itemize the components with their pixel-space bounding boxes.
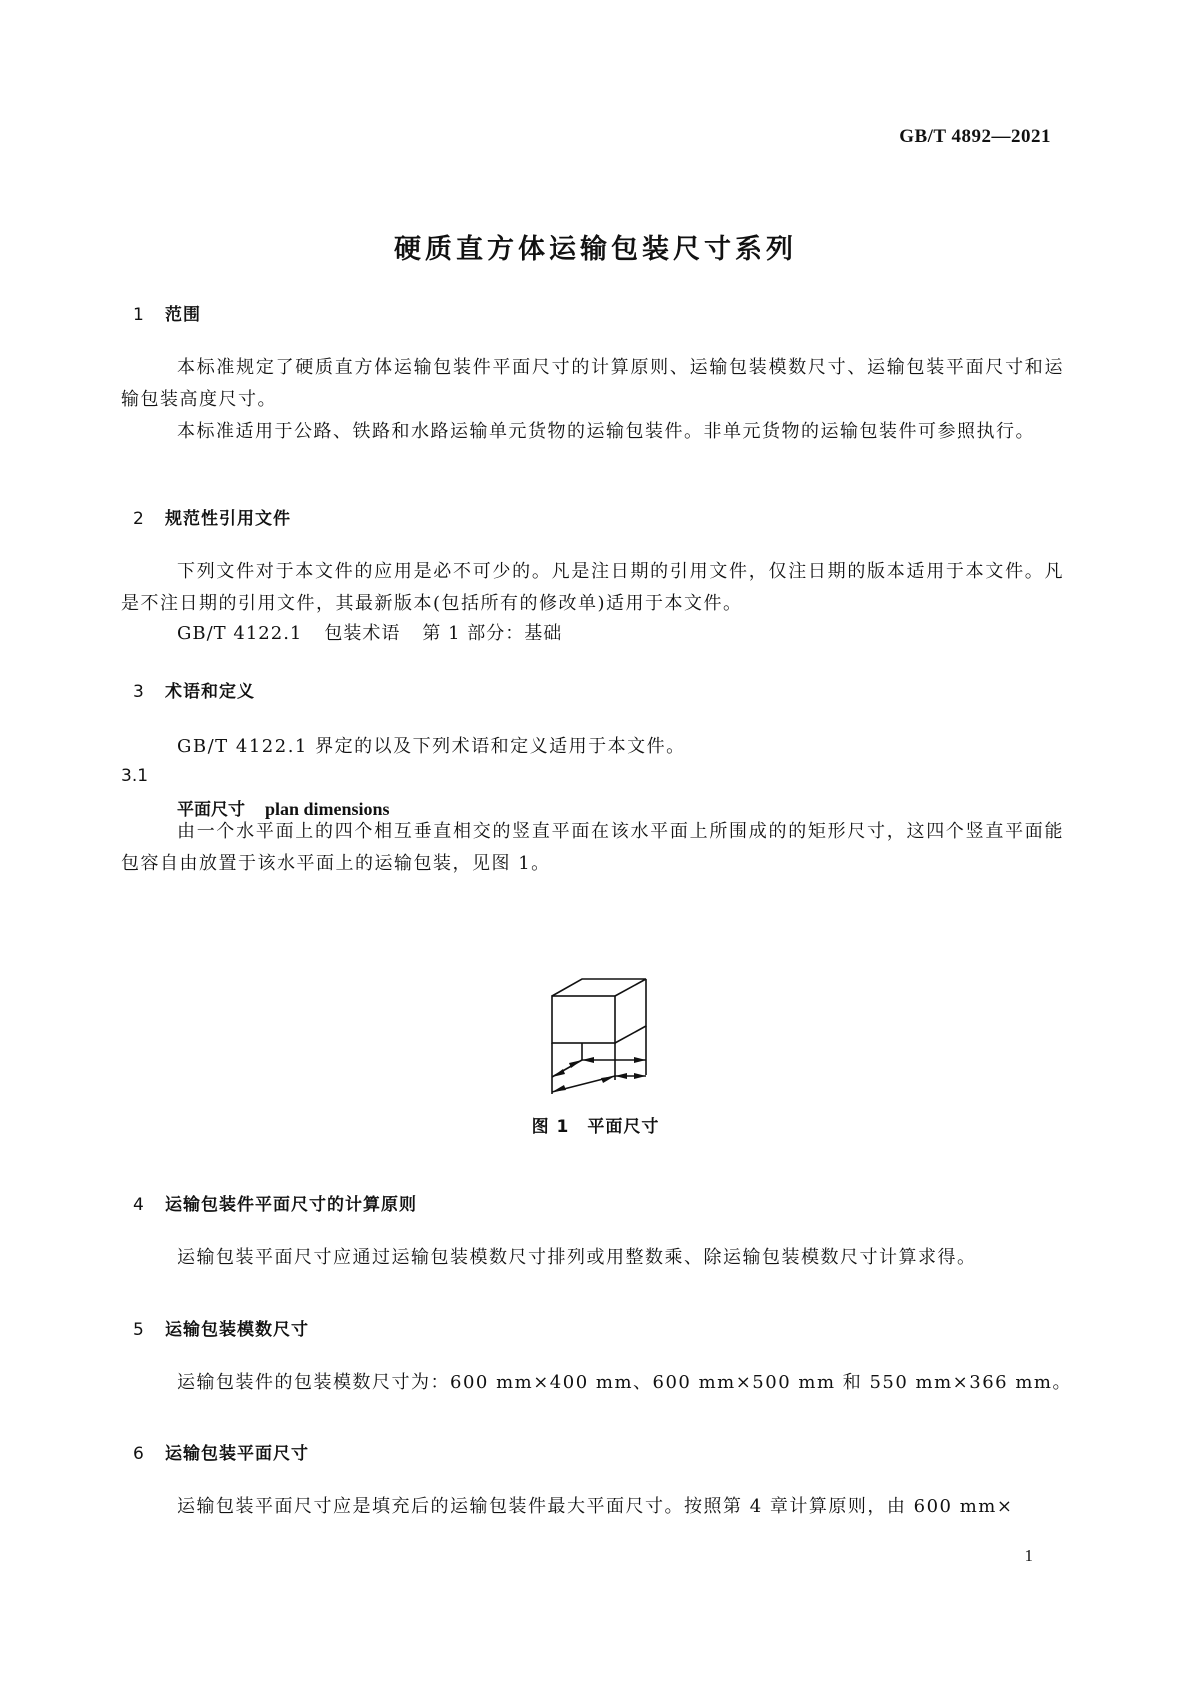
- paragraph: 运输包装件的包装模数尺寸为：600 mm×400 mm、600 mm×500 mm 和 550 mm×366 mm。: [177, 1372, 1072, 1393]
- paragraph: GB/T 4122.1 界定的以及下列术语和定义适用于本文件。: [177, 736, 686, 757]
- section-number: 6: [133, 1444, 145, 1464]
- figure-label: 图 1: [531, 1117, 570, 1137]
- paragraph: 下列文件对于本文件的应用是必不可少的。凡是注日期的引用文件，仅注日期的版本适用于本文件。凡是不注日期的引用文件，其最新版本(包括所有的修改单)适用于本文件。: [121, 561, 1064, 614]
- paragraph: 本标准适用于公路、铁路和水路运输单元货物的运输包装件。非单元货物的运输包装件可参照执行。: [177, 421, 1035, 442]
- dimension-line: [552, 1076, 615, 1092]
- normative-reference: [177, 618, 562, 650]
- arrowhead: [552, 1069, 565, 1077]
- dimension-line: [552, 1060, 582, 1077]
- section-title: 规范性引用文件: [165, 509, 291, 529]
- section-2-heading: [133, 504, 291, 529]
- arrowhead: [601, 1076, 615, 1083]
- section-number: 2: [133, 509, 145, 529]
- section-3-heading: [133, 677, 255, 702]
- document-title: 硬质直方体运输包装尺寸系列: [394, 234, 797, 265]
- paragraph: 本标准规定了硬质直方体运输包装件平面尺寸的计算原则、运输包装模数尺寸、运输包装平面尺寸和运输包装高度尺寸。: [121, 357, 1064, 410]
- section-4-heading: [133, 1190, 417, 1215]
- paragraph: 运输包装平面尺寸应是填充后的运输包装件最大平面尺寸。按照第 4 章计算原则，由 600 mm×: [177, 1496, 1014, 1517]
- section-6-heading: [133, 1439, 309, 1464]
- reference-title: 包装术语: [324, 623, 401, 644]
- box-top-face: [552, 979, 646, 996]
- box-side-face: [615, 979, 646, 1043]
- standard-code: GB/T 4892—2021: [899, 126, 1051, 147]
- reference-code: GB/T 4122.1: [177, 623, 303, 644]
- figure-title: 平面尺寸: [587, 1117, 660, 1137]
- term-en: plan dimensions: [265, 799, 390, 819]
- section-number: 1: [133, 305, 145, 325]
- section-5-heading: [133, 1315, 309, 1340]
- page-number: 1: [1024, 1546, 1033, 1565]
- term-definition: 由一个水平面上的四个相互垂直相交的竖直平面在该水平面上所围成的的矩形尺寸，这四个竖直平面能包容自由放置于该水平面上的运输包装，见图 1。: [121, 821, 1064, 874]
- term-zh: 平面尺寸: [177, 800, 245, 820]
- section-number: 5: [133, 1320, 145, 1340]
- figure-caption: [0, 1112, 1191, 1137]
- reference-part: 第 1 部分：基础: [422, 623, 563, 644]
- arrowhead: [552, 1085, 566, 1092]
- arrowhead: [569, 1060, 582, 1068]
- box-front-face: [552, 996, 615, 1043]
- arrowhead: [634, 1073, 646, 1079]
- section-1-heading: [133, 300, 201, 325]
- section-title: 运输包装平面尺寸: [165, 1444, 309, 1464]
- arrowhead: [582, 1057, 594, 1063]
- section-title: 术语和定义: [165, 682, 255, 702]
- arrowhead: [634, 1057, 646, 1063]
- section-title: 范围: [165, 305, 201, 325]
- section-title: 运输包装模数尺寸: [165, 1320, 309, 1340]
- section-title: 运输包装件平面尺寸的计算原则: [165, 1195, 417, 1215]
- arrowhead: [615, 1073, 627, 1079]
- section-number: 4: [133, 1195, 145, 1215]
- term-number: 3.1: [121, 766, 149, 786]
- paragraph: 运输包装平面尺寸应通过运输包装模数尺寸排列或用整数乘、除运输包装模数尺寸计算求得。: [177, 1247, 977, 1268]
- section-number: 3: [133, 682, 145, 702]
